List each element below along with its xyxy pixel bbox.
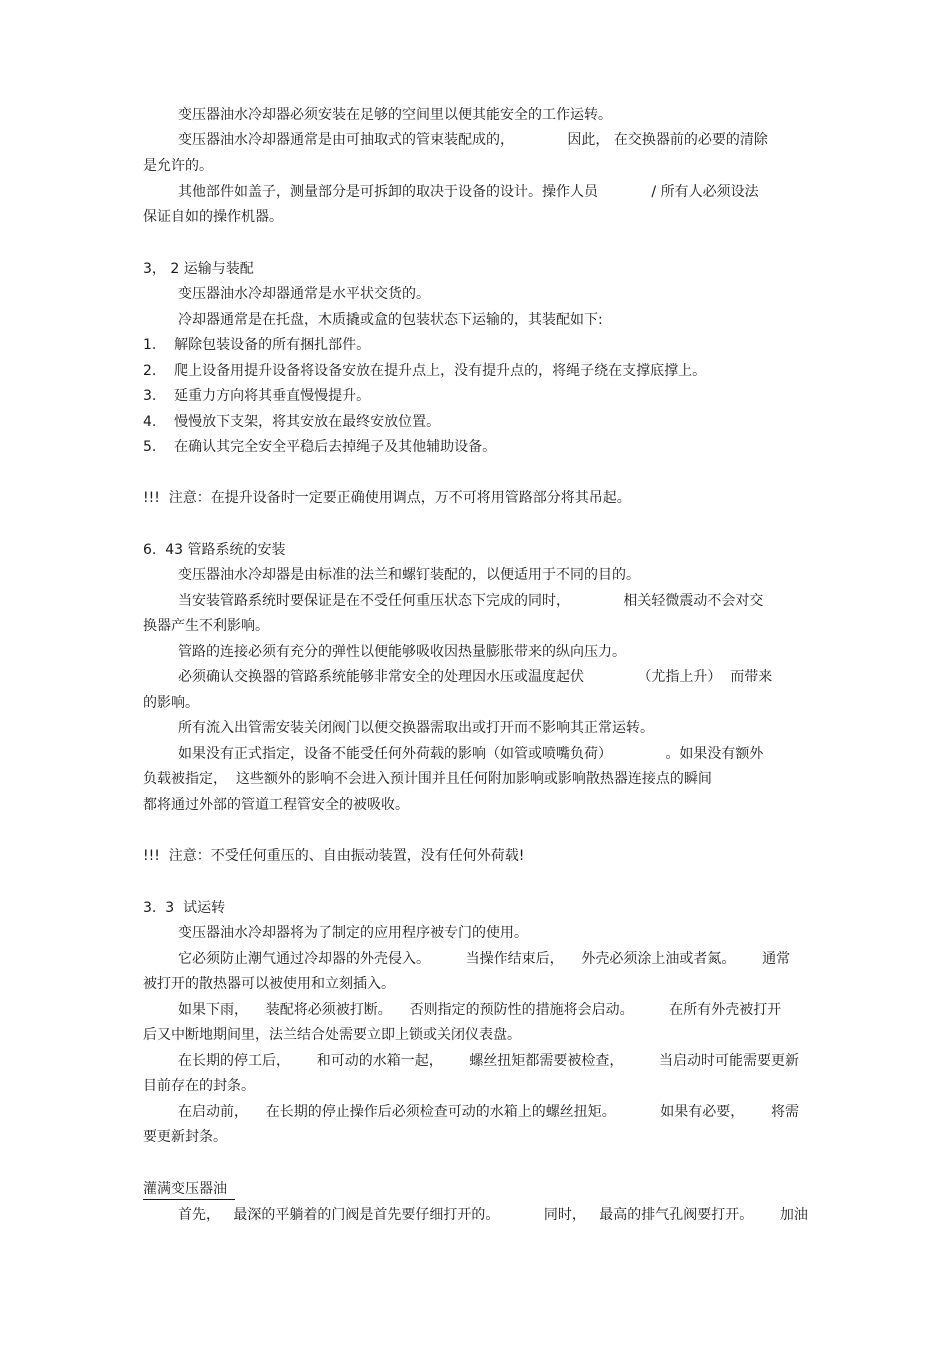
text-line: 首先， 最深的平躺着的门阀是首先要仔细打开的。 同时， 最高的排气孔阀要打开。 加油 (178, 1207, 808, 1223)
warning-note: !!! 注意：在提升设备时一定要正确使用调点，万不可将用管路部分将其吊起。 (143, 490, 631, 506)
text-line: 在启动前， 在长期的停止操作后必须检查可动的水箱上的螺丝扭矩。 如果有必要， 将需 (178, 1104, 800, 1120)
text-line: 都将通过外部的管道工程管安全的被吸收。 (143, 797, 409, 813)
text-line: 必须确认交换器的管路系统能够非常安全的处理因水压或温度起伏 （尤指上升） 而带来 (178, 669, 773, 685)
text-line: 冷却器通常是在托盘，木质撬或盒的包装状态下运输的，其装配如下: (178, 312, 603, 328)
list-item: 1. 解除包装设备的所有捆扎部件。 (143, 337, 371, 353)
text-line: 要更新封条。 (143, 1129, 227, 1145)
list-item: 5. 在确认其完全安全平稳后去掉绳子及其他辅助设备。 (143, 439, 497, 455)
underlined-subheading: 灌满变压器油 (143, 1179, 235, 1200)
text-line: 的影响。 (143, 695, 199, 711)
warning-note: !!! 注意：不受任何重压的、自由振动装置，没有任何外荷载! (143, 848, 525, 864)
text-line: 如果没有正式指定，设备不能受任何外荷载的影响（如管或喷嘴负荷） 。如果没有额外 (178, 746, 764, 762)
text-line: 它必须防止潮气通过冷却器的外壳侵入。 当操作结束后， 外壳必须涂上油或者氮。 通常 (178, 951, 791, 967)
text-line: 被打开的散热器可以被使用和立刻插入。 (143, 976, 395, 992)
text-line: 目前存在的封条。 (143, 1078, 255, 1094)
text-line: 变压器油水冷却器必须安装在足够的空间里以便其能安全的工作运转。 (178, 107, 612, 123)
text-line: 换器产生不利影响。 (143, 618, 269, 634)
text-line: 是允许的。 (143, 158, 213, 174)
text-line: 变压器油水冷却器通常是由可抽取式的管束装配成的， 因此， 在交换器前的必要的清除 (178, 132, 768, 148)
section-heading: 3， 2 运输与装配 (143, 261, 254, 277)
text-line: 变压器油水冷却器是由标准的法兰和螺钉装配的，以便适用于不同的目的。 (178, 567, 640, 583)
text-line: 其他部件如盖子，测量部分是可拆卸的取决于设备的设计。操作人员 / 所有人必须设法 (178, 184, 759, 200)
text-line: 在长期的停工后， 和可动的水箱一起， 螺丝扭矩都需要被检查， 当启动时可能需要更新 (178, 1053, 800, 1069)
text-line: 管路的连接必须有充分的弹性以便能够吸收因热量膨胀带来的纵向压力。 (178, 644, 626, 660)
list-item: 2. 爬上设备用提升设备将设备安放在提升点上，没有提升点的，将绳子绕在支撑底撑上。 (143, 363, 707, 379)
text-line: 如果下雨， 装配将必须被打断。 否则指定的预防性的措施将会启动。 在所有外壳被打开 (178, 1002, 782, 1018)
section-heading: 3. 3 试运转 (143, 900, 226, 916)
list-item: 3. 延重力方向将其垂直慢慢提升。 (143, 388, 371, 404)
section-heading: 6. 43 管路系统的安装 (143, 542, 286, 558)
text-line: 保证自如的操作机器。 (143, 209, 283, 225)
list-item: 4. 慢慢放下支架，将其安放在最终安放位置。 (143, 414, 441, 430)
text-line: 变压器油水冷却器将为了制定的应用程序被专门的使用。 (178, 925, 528, 941)
text-line: 当安装管路系统时要保证是在不受任何重压状态下完成的同时， 相关轻微震动不会对交 (178, 593, 764, 609)
text-line: 变压器油水冷却器通常是水平状交货的。 (178, 286, 430, 302)
text-line: 负载被指定， 这些额外的影响不会进入预计围并且任何附加影响或影响散热器连接点的瞬间 (143, 771, 712, 787)
text-line: 所有流入出管需安装关闭阀门以便交换器需取出或打开而不影响其正常运转。 (178, 720, 654, 736)
text-line: 后又中断地期间里，法兰结合处需要立即上锁或关闭仪表盘。 (143, 1027, 521, 1043)
